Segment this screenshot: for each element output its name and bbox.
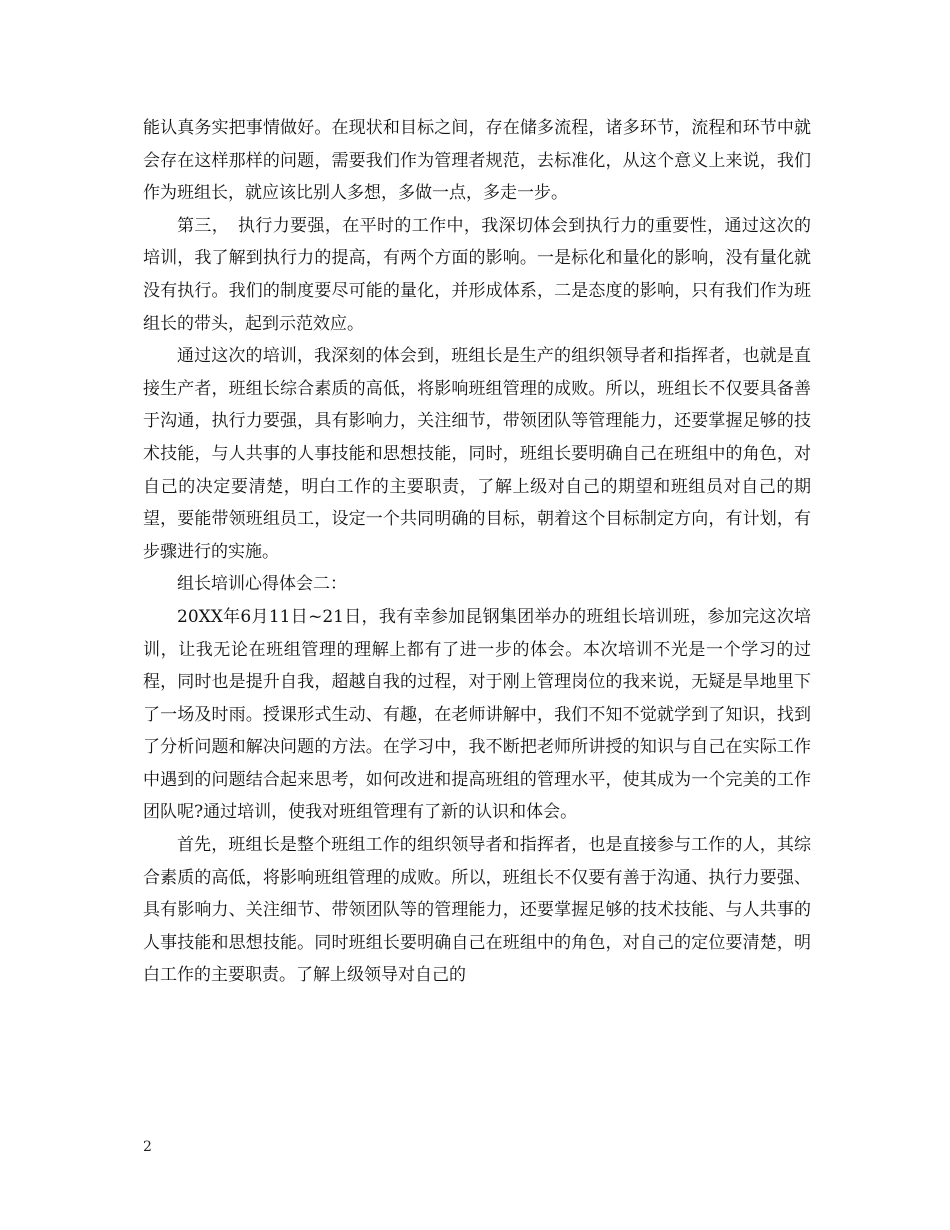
section-heading: 组长培训心得体会二： (177, 574, 347, 595)
paragraph-3: 通过这次的培训，我深刻的体会到，班组长是生产的组织领导者和指挥者，也就是直接生产者，班组长综合素质的高低，将影响班组管理的成败。所以，班组长不仅要具备善于沟通，执行力要强，具有影响力，关注细节，带领团队等管理能力，还要掌握足够的技术技能，与人共事的人事技能和思想技能，同时，班组长要明确自己在班组中的角色，对自己的决定要清楚，明白工作的主要职责，了解上级对自己的期望和班组员对自己的期望，要能带领班组员工，设定一个共同明确的目标，朝着这个目标制定方向，有计划，有步骤进行的实施。 (143, 346, 811, 562)
document-body (143, 112, 811, 992)
page-number: 2 (143, 1139, 152, 1155)
paragraph-1: 能认真务实把事情做好。在现状和目标之间，存在储多流程，诸多环节，流程和环节中就会存在这样那样的问题，需要我们作为管理者规范，去标准化，从这个意义上来说，我们作为班组长，就应该比别人多想，多做一点，多走一步。 (143, 118, 811, 204)
paragraph-4: 20XX年6月11日~21日，我有幸参加昆钢集团举办的班组长培训班，参加完这次培训，让我无论在班组管理的理解上都有了进一步的体会。本次培训不光是一个学习的过程，同时也是提升自我，超越自我的过程，对于刚上管理岗位的我来说，无疑是旱地里下了一场及时雨。授课形式生动、有趣，在老师讲解中，我们不知不觉就学到了知识，找到了分析问题和解决问题的方法。在学习中，我不断把老师所讲授的知识与自己在实际工作中遇到的问题结合起来思考，如何改进和提高班组的管理水平，使其成为一个完美的工作团队呢?通过培训，使我对班组管理有了新的认识和体会。 (143, 606, 811, 823)
paragraph-2: 第三， 执行力要强，在平时的工作中，我深切体会到执行力的重要性，通过这次的培训，我了解到执行力的提高，有两个方面的影响。一是标化和量化的影响，没有量化就没有执行。我们的制度要尽可能的量化，并形成体系，二是态度的影响，只有我们作为班组长的带头，起到示范效应。 (143, 215, 811, 334)
paragraph-5: 首先，班组长是整个班组工作的组织领导者和指挥者，也是直接参与工作的人，其综合素质的高低，将影响班组管理的成败。所以，班组长不仅要有善于沟通、执行力要强、具有影响力、关注细节、带领团队等的管理能力，还要掌握足够的技术技能、与人共事的人事技能和思想技能。同时班组长要明确自己在班组中的角色，对自己的定位要清楚，明白工作的主要职责。了解上级领导对自己的 (143, 835, 811, 986)
